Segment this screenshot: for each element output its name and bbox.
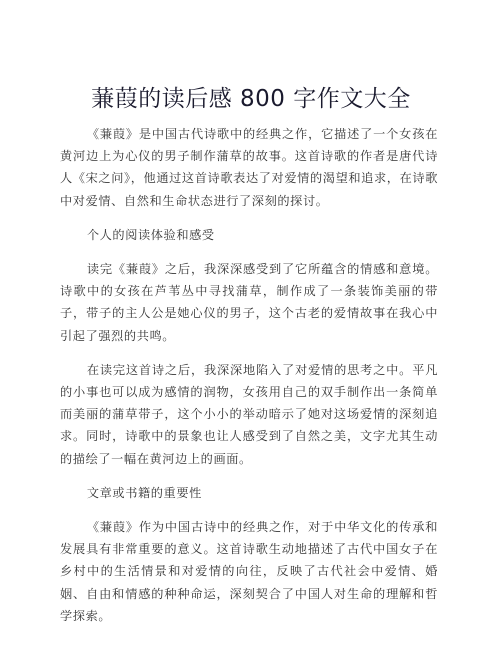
section-heading-reading-experience: 个人的阅读体验和感受	[86, 227, 215, 242]
paragraph-love-reflection: 在读完这首诗之后，我深深地陷入了对爱情的思考之中。平凡的小事也可以成为感情的润物，女孩用自己的双手制作出一条简单而美丽的蒲草带子，这个小小的举动暗示了她对这场爱情的深刻追求。同时，诗歌中的景象也让人感受到了自然之美，文字尤其生动的描绘了一幅在黄河边上的画面。	[60, 362, 438, 466]
paragraph-cultural-importance: 《蒹葭》作为中国古诗中的经典之作，对于中华文化的传承和发展具有非常重要的意义。这首诗歌生动地描述了古代中国女子在乡村中的生活情景和对爱情的向往，反映了古代社会中爱情、婚姻、自由和情感的种种命运，深刻契合了中国人对生命的理解和哲学探索。	[60, 520, 438, 623]
paragraph-intro: 《蒹葭》是中国古代诗歌中的经典之作，它描述了一个女孩在黄河边上为心仪的男子制作蒲草的故事。这首诗歌的作者是唐代诗人《宋之问》，他通过这首诗歌表达了对爱情的渴望和追求，在诗歌中对爱情、自然和生命状态进行了深刻的探讨。	[60, 127, 438, 208]
document-title: 蒹葭的读后感 800 字作文大全	[91, 86, 411, 112]
section-heading-importance: 文章或书籍的重要性	[86, 485, 202, 500]
paragraph-reading-feelings: 读完《蒹葭》之后，我深深感受到了它所蕴含的情感和意境。诗歌中的女孩在芦苇丛中寻找蒲草，制作成了一条装饰美丽的带子，带子的主人公是她心仪的男子，这个古老的爱情故事在我心中引起了强烈的共鸣。	[60, 262, 438, 343]
document-body	[60, 123, 438, 639]
